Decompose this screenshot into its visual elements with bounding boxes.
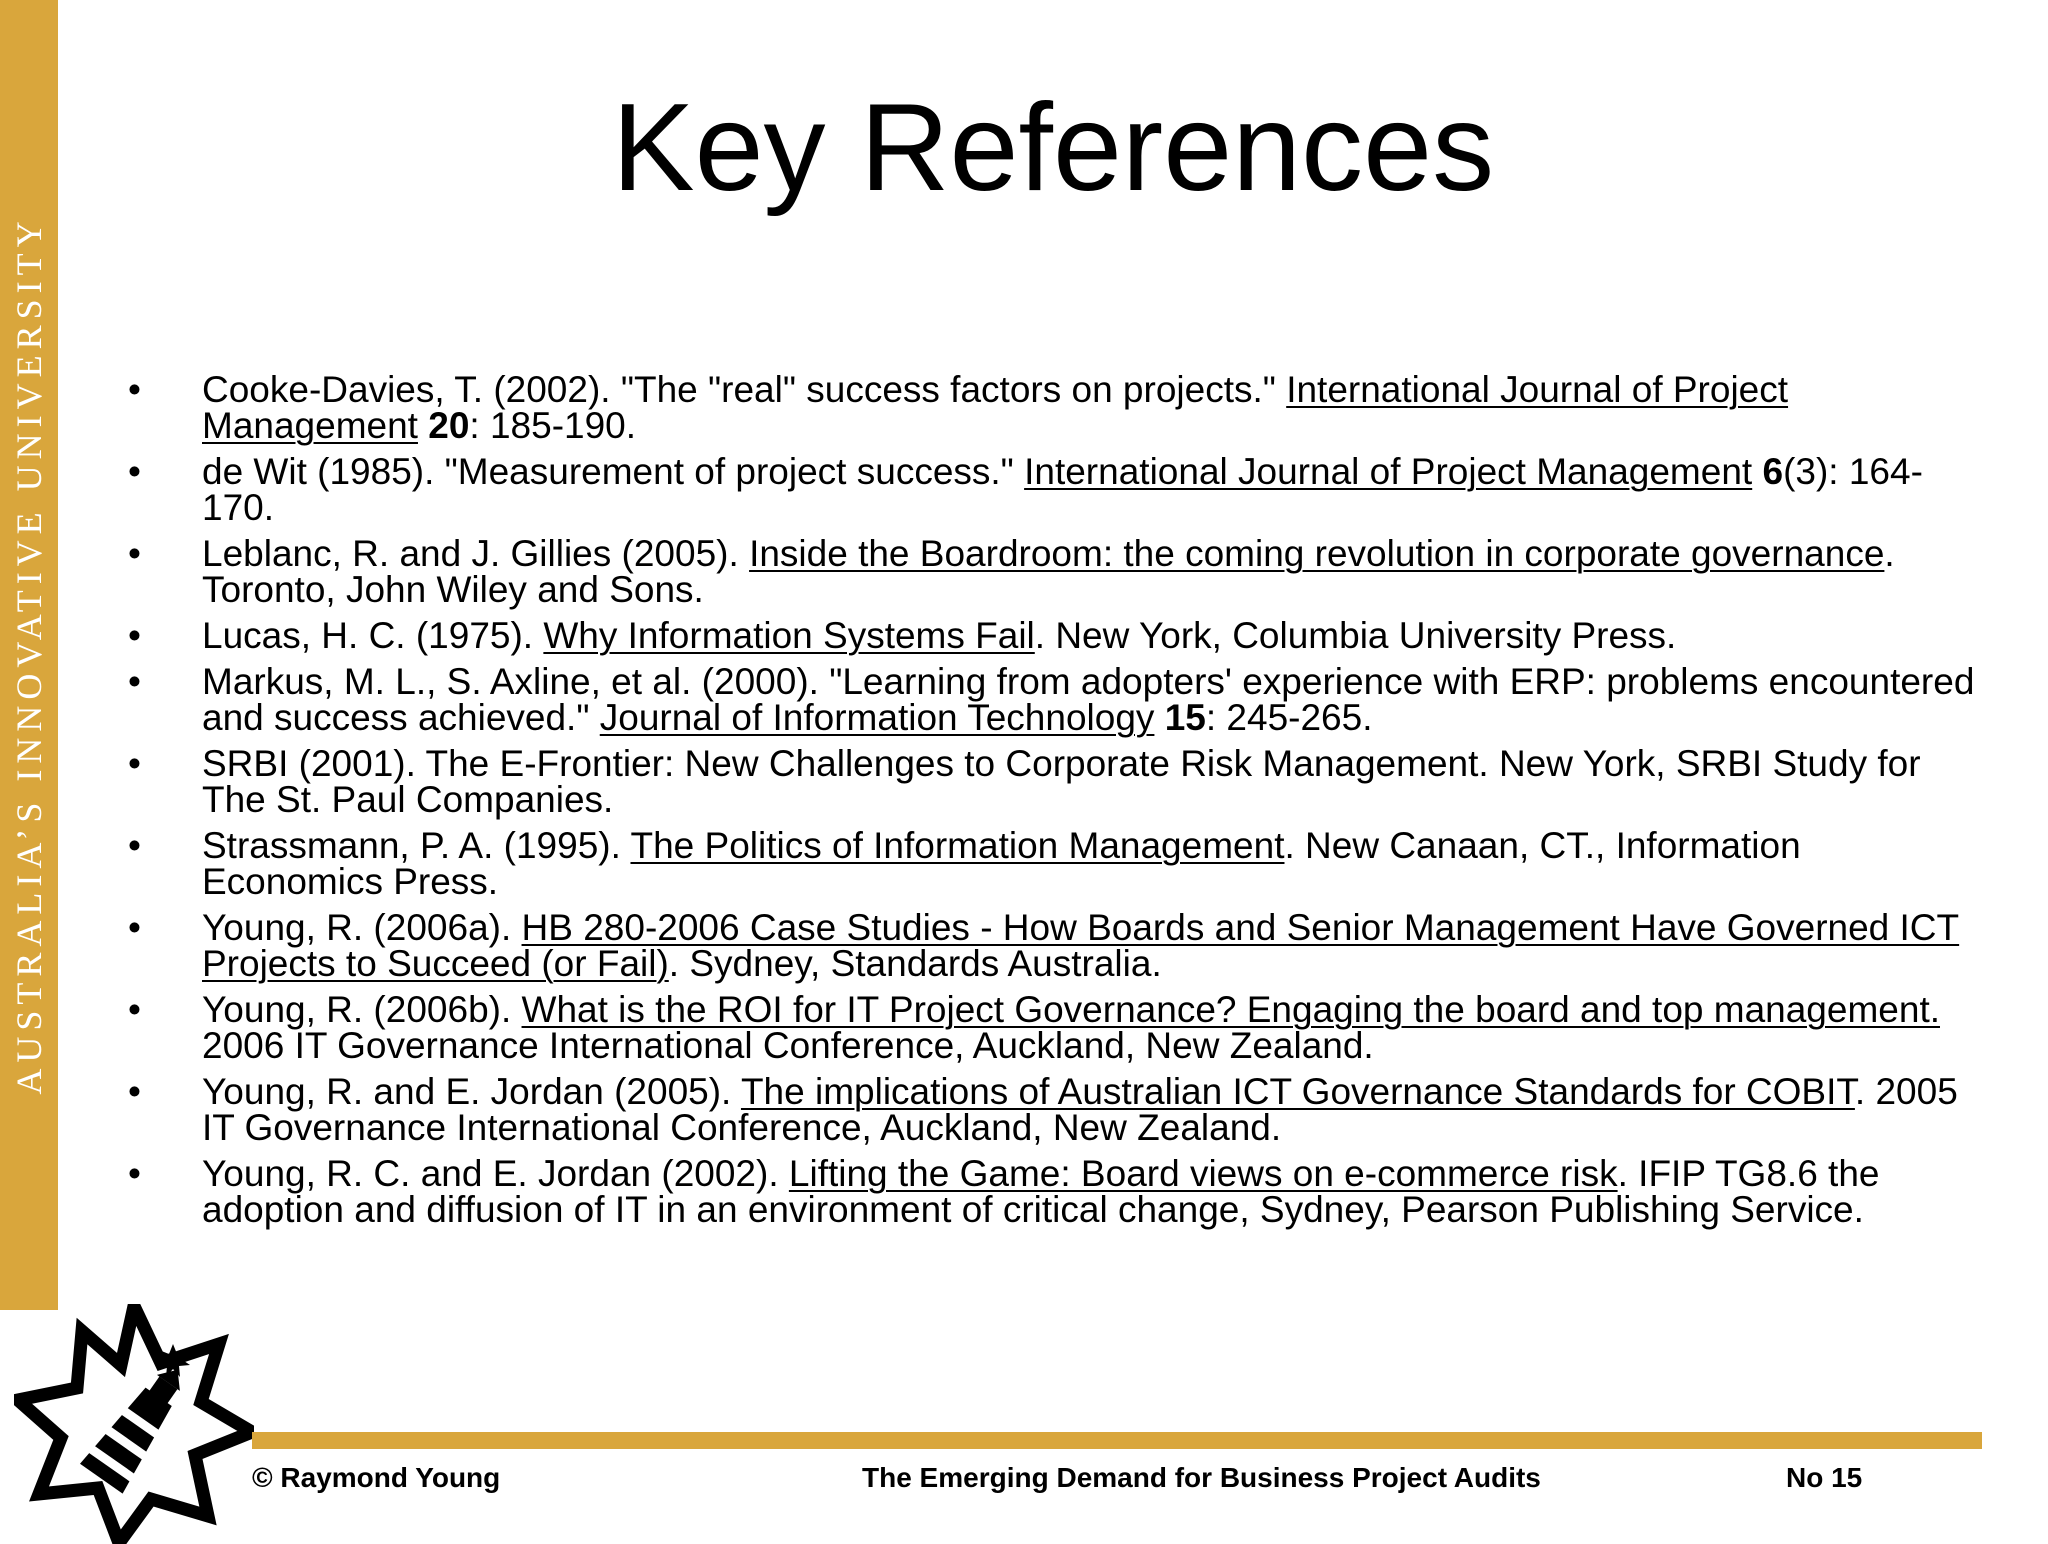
reference-source: The implications of Australian ICT Governance Standards for COBIT	[740, 1071, 1855, 1112]
reference-text: Strassmann, P. A. (1995).	[202, 825, 631, 866]
reference-text: Cooke-Davies, T. (2002). "The "real" success factors on projects."	[202, 369, 1287, 410]
university-logo-icon	[14, 1304, 254, 1544]
reference-text: Young, R. and E. Jordan (2005).	[202, 1071, 741, 1112]
university-banner	[0, 0, 58, 1310]
reference-text: de Wit (1985). "Measurement of project success."	[202, 451, 1025, 492]
reference-text: Leblanc, R. and J. Gillies (2005).	[202, 533, 750, 574]
footer-author: © Raymond Young	[252, 1462, 501, 1493]
reference-source: What is the ROI for IT Project Governance? Engaging the board and top management.	[521, 989, 1940, 1030]
reference-source: HB 280-2006 Case Studies - How Boards and Senior Management Have Governed ICT Projects to Succeed (or Fail)	[202, 907, 1960, 984]
reference-source: The Politics of Information Management	[630, 825, 1285, 866]
reference-item: • Strassmann, P. A. (1995). The Politics of Information Management. New Canaan, CT., Information Economics Press.	[128, 825, 1801, 902]
reference-source: Inside the Boardroom: the coming revolution in corporate governance	[749, 533, 1885, 574]
university-tagline: AUSTRALIA’S INNOVATIVE UNIVERSITY	[9, 215, 49, 1095]
reference-text: Young, R. C. and E. Jordan (2002).	[202, 1153, 789, 1194]
reference-details: . IFIP TG8.6 the adoption and diffusion of IT in an environment of critical change, Sydney, Pearson Publishing Service.	[202, 1153, 1880, 1230]
reference-item: • Young, R. and E. Jordan (2005). The implications of Australian ICT Governance Standards for COBIT. 2005 IT Governance International Conference, Auckland, New Zealand.	[128, 1071, 1958, 1148]
reference-source: International Journal of Project Management	[1024, 451, 1753, 492]
reference-text: Markus, M. L., S. Axline, et al. (2000). "Learning from adopters' experience with ERP: problems encountered and success achieved."	[202, 661, 1975, 738]
reference-item: • Young, R. (2006b). What is the ROI for IT Project Governance? Engaging the board and top management. 2006 IT Governance International Conference, Auckland, New Zealand.	[128, 989, 1940, 1066]
reference-details: . 2005 IT Governance International Conference, Auckland, New Zealand.	[202, 1071, 1958, 1148]
reference-text: Young, R. (2006a).	[202, 907, 522, 948]
reference-volume: 15	[1164, 697, 1206, 738]
reference-item: • de Wit (1985). "Measurement of project success." International Journal of Project Management 6(3): 164-170.	[128, 451, 1923, 528]
reference-details: . New York, Columbia University Press.	[1034, 615, 1677, 656]
reference-item: • Cooke-Davies, T. (2002). "The "real" success factors on projects." International Journal of Project Management 20: 185-190.	[128, 369, 1789, 446]
reference-details: . Toronto, John Wiley and Sons.	[202, 533, 1895, 610]
slide-number: No 15	[1786, 1462, 1863, 1493]
reference-text: Lucas, H. C. (1975).	[202, 615, 544, 656]
reference-item: • Young, R. (2006a). HB 280-2006 Case Studies - How Boards and Senior Management Have Governed ICT Projects to Succeed (or Fail). Sydney, Standards Australia.	[128, 907, 1960, 984]
reference-item: • Leblanc, R. and J. Gillies (2005). Inside the Boardroom: the coming revolution in corporate governance. Toronto, John Wiley and Sons.	[128, 533, 1895, 610]
reference-details: . New Canaan, CT., Information Economics Press.	[202, 825, 1801, 902]
reference-volume: 6	[1762, 451, 1784, 492]
reference-details: (3): 164-170.	[202, 451, 1923, 528]
reference-item: • Markus, M. L., S. Axline, et al. (2000). "Learning from adopters' experience with ERP: problems encountered and success achieved." Journal of Information Technology 15: 245-265.	[128, 661, 1975, 738]
footer-divider	[252, 1432, 1982, 1449]
reference-item: • Lucas, H. C. (1975). Why Information Systems Fail. New York, Columbia University Press.	[128, 615, 1677, 656]
reference-volume: 20	[428, 405, 470, 446]
reference-details: . Sydney, Standards Australia.	[668, 943, 1162, 984]
reference-list	[110, 369, 1980, 1238]
reference-details: : 185-190.	[469, 405, 637, 446]
reference-details: : 245-265.	[1205, 697, 1373, 738]
page-title: Key References	[611, 79, 1495, 217]
reference-source: Journal of Information Technology	[599, 697, 1155, 738]
reference-text: SRBI (2001). The E-Frontier: New Challenges to Corporate Risk Management. New York, SRBI Study for The St. Paul Companies.	[202, 743, 1921, 820]
footer-presentation-title: The Emerging Demand for Business Project Audits	[862, 1462, 1541, 1493]
reference-text: Young, R. (2006b).	[202, 989, 522, 1030]
reference-source: Lifting the Game: Board views on e-commerce risk	[788, 1153, 1618, 1194]
reference-item: • SRBI (2001). The E-Frontier: New Challenges to Corporate Risk Management. New York, SRBI Study for The St. Paul Companies.	[128, 743, 1921, 820]
reference-details: 2006 IT Governance International Conference, Auckland, New Zealand.	[202, 1025, 1374, 1066]
reference-item: • Young, R. C. and E. Jordan (2002). Lifting the Game: Board views on e-commerce risk. IFIP TG8.6 the adoption and diffusion of IT in an environment of critical change, Sydney, Pearson Publishing Service.	[128, 1153, 1880, 1230]
reference-source: Why Information Systems Fail	[543, 615, 1035, 656]
reference-source: International Journal of Project Management	[202, 369, 1789, 446]
